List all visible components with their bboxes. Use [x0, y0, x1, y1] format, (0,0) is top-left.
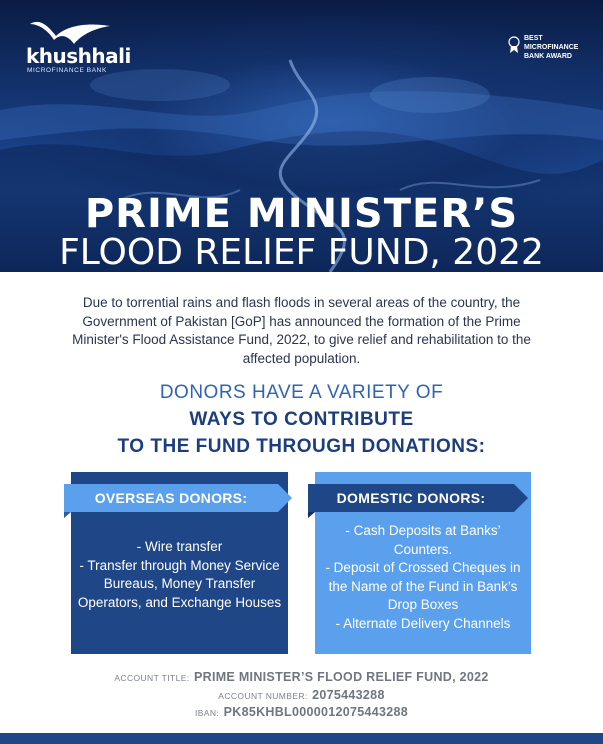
donors-heading-line2: WAYS TO CONTRIBUTE: [189, 409, 414, 430]
iban-label: IBAN:: [194, 708, 220, 718]
logo-wordmark: khushhali: [26, 44, 131, 68]
donors-heading-line1: DONORS HAVE A VARIETY OF: [159, 382, 444, 403]
award-line: MICROFINANCE: [524, 44, 579, 51]
iban-value: PK85KHBL0000012075443288: [223, 705, 409, 719]
list-item: - Transfer through Money Service Bureaus, Money Transfer Operators, and Exchange Houses: [77, 557, 282, 610]
hero-banner: [0, 0, 603, 272]
account-number-label: ACCOUNT NUMBER:: [218, 691, 308, 701]
list-item: - Alternate Delivery Channels: [335, 615, 511, 631]
award-text: [524, 34, 594, 61]
page-title-line2: FLOOD RELIEF FUND, 2022: [59, 232, 544, 272]
domestic-methods-list: [318, 522, 528, 633]
page-title-line1: PRIME MINISTER’S: [84, 191, 519, 237]
ribbon-fold: [308, 512, 315, 518]
footer-strip: [0, 733, 603, 744]
donors-heading-line3: TO THE FUND THROUGH DONATIONS:: [117, 436, 486, 457]
account-title-value: PRIME MINISTER’S FLOOD RELIEF FUND, 2022: [193, 670, 489, 684]
award-line: BANK AWARD: [524, 53, 572, 60]
award-line: BEST: [524, 35, 543, 42]
account-number-value: 2075443288: [312, 688, 385, 702]
domestic-donors-label: DOMESTIC DONORS:: [308, 484, 514, 512]
iban-row: [0, 703, 603, 721]
award-icon: [508, 36, 520, 54]
list-item: - Deposit of Crossed Cheques in the Name of the Fund in Bank’s Drop Boxes: [325, 560, 521, 612]
overseas-donors-label: OVERSEAS DONORS:: [64, 484, 278, 512]
list-item: - Cash Deposits at Banks’ Counters.: [345, 523, 501, 557]
list-item: - Wire transfer: [136, 539, 223, 554]
intro-paragraph: Due to torrential rains and flash floods in several areas of the country, the Government of Pakistan [GoP] has announced the formation of the Prime Minister's Flood Assistance Fund, 2022, to give relief and rehabilitation to the affected population.: [72, 295, 531, 366]
ribbon-fold: [64, 512, 71, 518]
donors-heading-bold: [0, 406, 603, 460]
account-title-row: [0, 668, 603, 686]
overseas-methods-list: [76, 538, 283, 612]
account-number-row: [0, 686, 603, 704]
logo-subtitle: MICROFINANCE BANK: [27, 67, 107, 74]
account-title-label: ACCOUNT TITLE:: [114, 673, 190, 683]
